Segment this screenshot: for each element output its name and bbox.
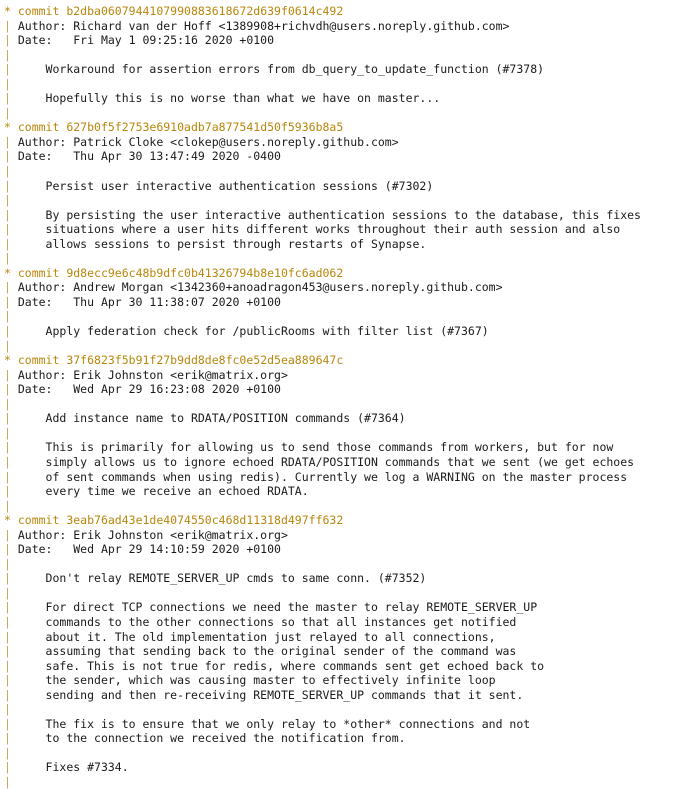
commit-graph-gutter: | (4, 731, 18, 746)
commit-meta-line (0, 382, 692, 397)
graph-gutter-line (0, 557, 692, 572)
commit-meta-text: Author: Andrew Morgan <1342360+anoadragon453@users.noreply.github.com> (17, 280, 503, 295)
commit-keyword: commit (17, 120, 67, 135)
commit-message-text: Workaround for assertion errors from db_query_to_update_function (#7378) (17, 62, 545, 77)
commit-message-line (0, 688, 692, 703)
commit-line (0, 266, 692, 281)
commit-message-line (0, 208, 692, 223)
commit-graph-gutter: | (4, 367, 18, 382)
commit-message-line (0, 179, 692, 194)
commit-graph-gutter: | (4, 62, 18, 77)
commit-graph-node: * (4, 265, 18, 280)
graph-gutter-line (0, 499, 692, 514)
commit-message-line (0, 760, 692, 775)
commit-meta-line (0, 295, 692, 310)
commit-meta-text: Author: Patrick Cloke <clokep@users.noreply.github.com> (17, 134, 399, 149)
commit-message-text: Persist user interactive authentication sessions (#7302) (17, 178, 434, 193)
graph-gutter-line (0, 251, 692, 266)
commit-message-line (0, 659, 692, 674)
graph-gutter-line (0, 77, 692, 92)
commit-message-text: This is primarily for allowing us to send those commands from workers, but for now (17, 440, 614, 455)
commit-meta-line (0, 33, 692, 48)
commit-graph-gutter: | (4, 47, 18, 62)
commit-graph-gutter: | (4, 687, 18, 702)
commit-message-text: simply allows us to ignore echoed RDATA/POSITION commands that we sent (we get echoes (17, 454, 635, 469)
commit-meta-text: Author: Richard van der Hoff <1389908+richvdh@users.noreply.github.com> (17, 18, 510, 33)
commit-message-line (0, 644, 692, 659)
commit-message-text: commands to the other connections so that all instances get notified (17, 614, 517, 629)
commit-graph-gutter: | (4, 556, 18, 571)
commit-sha: 37f6823f5b91f27b9dd8de8fc0e52d5ea889647c (66, 353, 344, 368)
commit-message-line (0, 237, 692, 252)
commit-meta-line (0, 528, 692, 543)
commit-graph-gutter: | (4, 745, 18, 760)
commit-graph-gutter: | (4, 178, 18, 193)
commit-graph-gutter: | (4, 382, 18, 397)
graph-gutter-line (0, 106, 692, 121)
commit-graph-gutter: | (4, 76, 18, 91)
commit-graph-node: * (4, 353, 18, 368)
commit-message-line (0, 411, 692, 426)
commit-graph-gutter: | (4, 571, 18, 586)
commit-graph-gutter: | (4, 527, 18, 542)
commit-sha: 627b0f5f2753e6910adb7a877541d50f5936b8a5 (66, 120, 344, 135)
commit-graph-gutter: | (4, 469, 18, 484)
commit-message-line (0, 673, 692, 688)
graph-gutter-line (0, 48, 692, 63)
graph-gutter-line (0, 586, 692, 601)
commit-graph-gutter: | (4, 702, 18, 717)
commit-keyword: commit (17, 513, 67, 528)
graph-gutter-line (0, 339, 692, 354)
commit-graph-gutter: | (4, 658, 18, 673)
graph-gutter-line (0, 746, 692, 761)
commit-graph-gutter: | (4, 18, 18, 33)
commit-meta-line (0, 368, 692, 383)
commit-message-text: Don't relay REMOTE_SERVER_UP cmds to same conn. (#7352) (17, 571, 427, 586)
commit-line (0, 513, 692, 528)
commit-message-text: Add instance name to RDATA/POSITION commands (#7364) (17, 411, 406, 426)
commit-message-text: safe. This is not true for redis, where commands sent get echoed back to (17, 658, 545, 673)
graph-gutter-line (0, 193, 692, 208)
commit-message-text: For direct TCP connections we need the master to relay REMOTE_SERVER_UP (17, 600, 538, 615)
commit-message-line (0, 630, 692, 645)
commit-message-text: assuming that sending back to the original sender of the command was (17, 644, 517, 659)
graph-gutter-line (0, 164, 692, 179)
commit-message-line (0, 600, 692, 615)
commit-message-text: to the connection we received the notification from. (17, 731, 406, 746)
commit-meta-line (0, 280, 692, 295)
commit-graph-gutter: | (4, 498, 18, 513)
commit-meta-text: Date: Thu Apr 30 11:38:07 2020 +0100 (17, 294, 281, 309)
commit-meta-line (0, 135, 692, 150)
commit-graph-gutter: | (4, 294, 18, 309)
commit-graph-gutter: | (4, 193, 18, 208)
commit-graph-node: * (4, 120, 18, 135)
commit-message-text: every time we receive an echoed RDATA. (17, 484, 309, 499)
commit-message-text: situations where a user hits different works throughout their auth session and also (17, 222, 621, 237)
commit-message-text: Hopefully this is no worse than what we have on master... (17, 91, 441, 106)
commit-graph-gutter: | (4, 760, 18, 775)
commit-graph-gutter: | (4, 164, 18, 179)
commit-graph-gutter: | (4, 614, 18, 629)
commit-message-text: of sent commands when using redis). Currently we log a WARNING on the master process (17, 469, 628, 484)
commit-meta-text: Author: Erik Johnston <erik@matrix.org> (17, 367, 288, 382)
commit-graph-gutter: | (4, 484, 18, 499)
commit-message-line (0, 455, 692, 470)
commit-graph-gutter: | (4, 644, 18, 659)
commit-line (0, 4, 692, 19)
commit-message-text: sending and then re-receiving REMOTE_SERVER_UP commands that it sent. (17, 687, 524, 702)
graph-gutter-line (0, 309, 692, 324)
commit-message-text: about it. The old implementation just relayed to all connections, (17, 629, 496, 644)
commit-message-text: Apply federation check for /publicRooms with filter list (#7367) (17, 324, 489, 339)
commit-graph-gutter: | (4, 425, 18, 440)
commit-meta-text: Author: Erik Johnston <erik@matrix.org> (17, 527, 288, 542)
commit-graph-gutter: | (4, 309, 18, 324)
commit-meta-text: Date: Fri May 1 09:25:16 2020 +0100 (17, 33, 275, 48)
graph-gutter-line (0, 426, 692, 441)
commit-graph-gutter: | (4, 280, 18, 295)
commit-message-line (0, 470, 692, 485)
commit-graph-gutter: | (4, 338, 18, 353)
commit-keyword: commit (17, 265, 67, 280)
commit-keyword: commit (17, 4, 67, 18)
commit-message-line (0, 615, 692, 630)
commit-graph-gutter: | (4, 91, 18, 106)
commit-graph-gutter: | (4, 600, 18, 615)
graph-gutter-line (0, 775, 692, 790)
commit-message-line (0, 571, 692, 586)
commit-graph-gutter: | (4, 324, 18, 339)
commit-graph-gutter: | (4, 440, 18, 455)
commit-sha: 9d8ecc9e6c48b9dfc0b41326794b8e10fc6ad062 (66, 265, 344, 280)
commit-graph-gutter: | (4, 396, 18, 411)
commit-message-text: the sender, which was causing master to effectively infinite loop (17, 673, 496, 688)
commit-graph-gutter: | (4, 149, 18, 164)
commit-graph-gutter: | (4, 673, 18, 688)
commit-keyword: commit (17, 353, 67, 368)
commit-graph-gutter: | (4, 774, 18, 789)
commit-message-line (0, 62, 692, 77)
commit-graph-gutter: | (4, 251, 18, 266)
commit-graph-gutter: | (4, 411, 18, 426)
commit-graph-gutter: | (4, 222, 18, 237)
commit-meta-line (0, 19, 692, 34)
commit-message-text: By persisting the user interactive authentication sessions to the database, this fixes (17, 207, 641, 222)
commit-message-line (0, 222, 692, 237)
commit-graph-gutter: | (4, 542, 18, 557)
commit-line (0, 120, 692, 135)
commit-graph-gutter: | (4, 236, 18, 251)
commit-meta-text: Date: Wed Apr 29 16:23:08 2020 +0100 (17, 382, 281, 397)
commit-graph-gutter: | (4, 207, 18, 222)
commit-graph-gutter: | (4, 454, 18, 469)
commit-graph-gutter: | (4, 585, 18, 600)
commit-message-line (0, 91, 692, 106)
commit-message-text: allows sessions to persist through restarts of Synapse. (17, 236, 427, 251)
commit-message-line (0, 440, 692, 455)
commit-meta-line (0, 149, 692, 164)
graph-gutter-line (0, 397, 692, 412)
commit-message-text: Fixes #7334. (17, 760, 129, 775)
commit-message-text: The fix is to ensure that we only relay to *other* connections and not (17, 716, 531, 731)
commit-message-line (0, 717, 692, 732)
commit-meta-text: Date: Thu Apr 30 13:47:49 2020 -0400 (17, 149, 281, 164)
commit-graph-gutter: | (4, 716, 18, 731)
commit-line (0, 353, 692, 368)
commit-graph-gutter: | (4, 33, 18, 48)
commit-meta-text: Date: Wed Apr 29 14:10:59 2020 +0100 (17, 542, 281, 557)
commit-message-line (0, 324, 692, 339)
commit-graph-gutter: | (4, 629, 18, 644)
commit-graph-node: * (4, 4, 18, 18)
commit-message-line (0, 484, 692, 499)
commit-meta-line (0, 542, 692, 557)
commit-sha: 3eab76ad43e1de4074550c468d11318d497ff632 (66, 513, 344, 528)
commit-graph-gutter: | (4, 134, 18, 149)
commit-graph-node: * (4, 513, 18, 528)
graph-gutter-line (0, 702, 692, 717)
commit-graph-gutter: | (4, 105, 18, 120)
commit-sha: b2dba0607944107990883618672d639f0614c492 (66, 4, 344, 18)
